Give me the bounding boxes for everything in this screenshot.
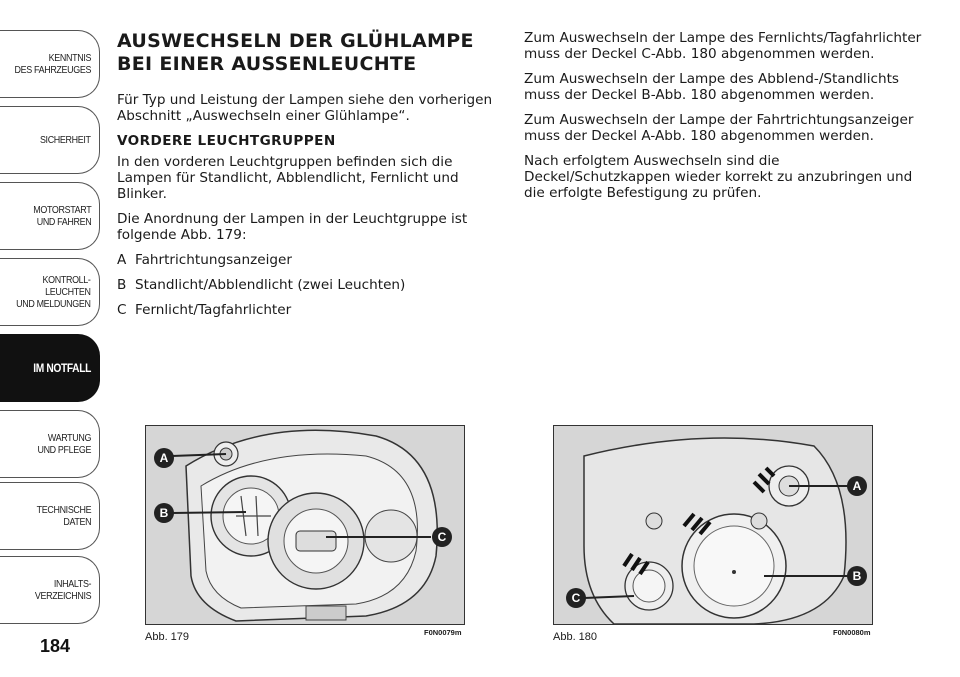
paragraph: Zum Auswechseln der Lampe des Fernlichts/Tagfahrlichter muss der Deckel C-Abb. 180 abgenommen werden. <box>524 30 922 62</box>
tab-inhaltsverzeichnis[interactable] <box>0 556 100 624</box>
headlamp-front-illustration <box>146 426 465 625</box>
callout-b: B <box>159 506 169 520</box>
tab-motorstart[interactable] <box>0 182 100 250</box>
tab-label: INHALTS- VERZEICHNIS <box>34 578 91 602</box>
legend-text: Fernlicht/Tagfahrlichter <box>135 302 292 318</box>
intro-paragraph: Für Typ und Leistung der Lampen siehe den vorherigen Abschnitt „Auswechseln einer Glühlampe“. <box>117 92 493 124</box>
figure-179 <box>145 425 465 625</box>
tab-kontrollleuchten[interactable] <box>0 258 100 326</box>
tab-label: KONTROLL- LEUCHTEN UND MELDUNGEN <box>16 274 91 310</box>
callout-a: A <box>852 479 862 493</box>
callout-b: B <box>852 569 862 583</box>
page-title <box>117 30 502 76</box>
tab-label: IM NOTFALL <box>33 361 91 375</box>
legend-key: B <box>117 277 127 293</box>
tab-technische-daten[interactable] <box>0 482 100 550</box>
paragraph: Zum Auswechseln der Lampe der Fahrtrichtungsanzeiger muss der Deckel A-Abb. 180 abgenommen werden. <box>524 112 914 144</box>
title-line-1: AUSWECHSELN DER GLÜHLAMPE <box>117 30 474 52</box>
callout-a: A <box>159 451 169 465</box>
tab-label: KENNTNIS DES FAHRZEUGES <box>14 52 91 76</box>
tab-im-notfall[interactable] <box>0 334 100 402</box>
right-column <box>524 30 924 210</box>
legend-key: A <box>117 252 127 268</box>
paragraph: Zum Auswechseln der Lampe des Abblend-/Standlichts muss der Deckel B-Abb. 180 abgenommen werden. <box>524 71 899 103</box>
left-column <box>117 30 502 327</box>
tab-sicherheit[interactable] <box>0 106 100 174</box>
page-number: 184 <box>40 636 71 656</box>
callout-c: C <box>437 530 447 544</box>
tab-label: WARTUNG UND PFLEGE <box>37 432 91 456</box>
callout-c: C <box>571 591 581 605</box>
figure-caption: Abb. 179 <box>145 631 190 643</box>
paragraph: Die Anordnung der Lampen in der Leuchtgruppe ist folgende Abb. 179: <box>117 211 468 243</box>
paragraph: In den vorderen Leuchtgruppen befinden sich die Lampen für Standlicht, Abblendlicht, Fernlicht und Blinker. <box>117 154 459 202</box>
tab-label: SICHERHEIT <box>40 134 91 146</box>
section-heading: VORDERE LEUCHTGRUPPEN <box>117 133 336 149</box>
figure-180 <box>553 425 873 625</box>
tab-label: MOTORSTART UND FAHREN <box>32 204 91 228</box>
title-line-2: BEI EINER AUSSENLEUCHTE <box>117 53 417 75</box>
legend-item <box>117 277 502 293</box>
tab-wartung[interactable] <box>0 410 100 478</box>
tab-kenntnis[interactable] <box>0 30 100 98</box>
legend-item <box>117 302 502 318</box>
legend-text: Standlicht/Abblendlicht (zwei Leuchten) <box>135 277 406 293</box>
figure-code: F0N0079m <box>424 628 462 637</box>
legend-item <box>117 252 502 268</box>
figure-caption: Abb. 180 <box>553 631 598 643</box>
legend-text: Fahrtrichtungsanzeiger <box>135 252 292 268</box>
headlamp-rear-illustration <box>554 426 873 625</box>
legend-key: C <box>117 302 127 318</box>
paragraph: Nach erfolgtem Auswechseln sind die Deckel/Schutzkappen wieder korrekt zu anzubringen und die erfolgte Befestigung zu prüfen. <box>524 153 913 201</box>
tab-label: TECHNISCHE DATEN <box>36 504 91 528</box>
figure-code: F0N0080m <box>833 628 871 637</box>
